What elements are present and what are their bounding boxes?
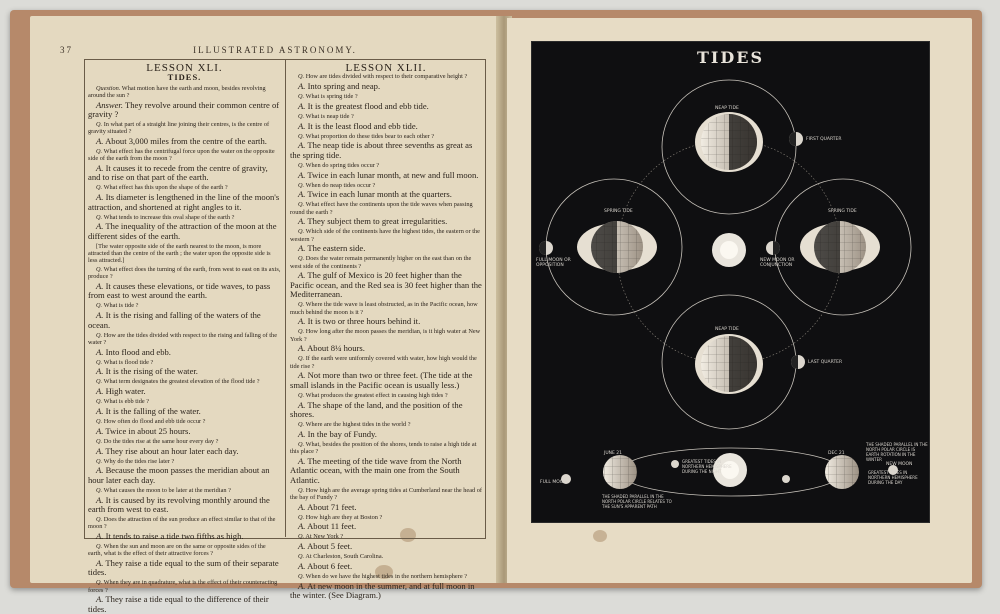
qa-label: A. xyxy=(96,425,104,436)
answer-item xyxy=(290,401,482,420)
question-item xyxy=(88,398,281,405)
qa-label: A. xyxy=(96,465,104,476)
qa-label: A. xyxy=(96,366,104,377)
moon-june-near xyxy=(671,460,679,468)
question-item xyxy=(290,355,482,369)
label-spring-left: SPRING TIDE xyxy=(604,209,633,214)
qa-label: A. xyxy=(96,281,104,292)
sun xyxy=(712,233,746,267)
question-item xyxy=(88,184,281,191)
qa-label: Q. xyxy=(96,378,103,386)
qa-text: It causes it to recede from the centre of gravity, and to rise on that part of the earth. xyxy=(88,163,268,183)
qa-text: Where are the highest tides in the world ? xyxy=(305,420,411,428)
qa-label: Q. xyxy=(298,93,305,101)
qa-text: About 6 feet. xyxy=(307,560,353,571)
qa-label: Q. xyxy=(96,213,103,221)
qa-text: Does the water remain permanently higher on the east than on the west side of the continents ? xyxy=(290,255,472,270)
qa-label: Q. xyxy=(96,437,103,445)
qa-label: Q. xyxy=(298,486,305,494)
answer-item xyxy=(290,141,482,160)
earth-june xyxy=(603,455,637,489)
answer-item xyxy=(88,427,281,436)
qa-label: A. xyxy=(96,386,104,397)
answer-item xyxy=(290,244,482,253)
qa-label: Q. xyxy=(298,513,305,521)
moon-full-left xyxy=(539,241,553,255)
qa-label: A. xyxy=(298,216,306,227)
qa-label: Q. xyxy=(96,398,103,406)
earth-neap-top xyxy=(695,112,763,172)
question-item xyxy=(88,302,281,309)
qa-label: Answer. xyxy=(96,99,123,110)
qa-text: What effect has this upon the shape of the earth ? xyxy=(103,184,228,192)
question-item xyxy=(88,516,281,530)
lesson-xlii-column xyxy=(290,62,482,601)
label-dec: DEC 21 xyxy=(828,451,845,456)
answer-item xyxy=(290,522,482,531)
answer-item xyxy=(290,371,482,390)
qa-text: Its diameter is lengthened in the line of the moon's attraction, and shortened at right angles to it. xyxy=(88,192,280,212)
label-full-moon-bottom: FULL MOON xyxy=(540,480,567,485)
answer-item xyxy=(88,496,281,515)
answer-item xyxy=(88,387,281,396)
qa-label: Question. xyxy=(96,84,121,92)
qa-text: The meeting of the tide wave from the North Atlantic ocean, with the main one from the South Atlantic. xyxy=(290,455,462,485)
qa-label: A. xyxy=(96,136,104,146)
page-number: 37 xyxy=(60,45,73,55)
qa-label: Q. xyxy=(298,112,305,120)
paper-stain xyxy=(593,530,607,542)
label-first-quarter: FIRST QUARTER xyxy=(806,137,842,142)
qa-label: A. xyxy=(298,140,306,151)
qa-text: What effect has the centrifugal force upon the water on the opposite side of the earth from the moon ? xyxy=(88,148,275,163)
question-item xyxy=(88,243,281,265)
answer-item xyxy=(290,542,482,551)
question-item xyxy=(88,148,281,162)
qa-text: What proportion do these tides bear to each other ? xyxy=(305,132,435,140)
qa-text: It is the rising of the water. xyxy=(105,366,198,377)
qa-label: Q. xyxy=(298,181,305,189)
question-item xyxy=(290,421,482,428)
qa-label: A. xyxy=(298,120,306,131)
answer-item xyxy=(88,282,281,301)
question-item xyxy=(290,113,482,120)
question-item xyxy=(290,255,482,269)
qa-label: A. xyxy=(298,541,306,552)
label-spring-right: SPRING TIDE xyxy=(828,209,857,214)
question-item xyxy=(290,487,482,501)
question-item xyxy=(88,543,281,557)
question-item xyxy=(290,93,482,100)
qa-text: It is the falling of the water. xyxy=(105,406,201,417)
qa-label: Q. xyxy=(96,457,103,465)
qa-label: Q. xyxy=(298,255,305,263)
note-right: THE SHADED PARALLEL IN THE NORTH POLAR CIRCLE IS EARTH ROTATION IN THE WINTER xyxy=(866,442,928,462)
qa-text: Twice in each lunar month at the quarters. xyxy=(307,189,452,200)
qa-text: Why do the tides rise later ? xyxy=(103,457,175,465)
question-item xyxy=(88,332,281,346)
moon-dec-near xyxy=(782,475,790,483)
answer-item xyxy=(290,171,482,180)
qa-text: High water. xyxy=(105,386,146,397)
qa-label: A. xyxy=(96,310,104,321)
question-item xyxy=(88,487,281,494)
qa-label: A. xyxy=(298,243,306,254)
qa-text: How often do flood and ebb tide occur ? xyxy=(103,418,206,426)
qa-label: A. xyxy=(298,189,306,200)
qa-label: A. xyxy=(298,169,306,180)
qa-text: At new moon in the summer, and at full moon in the winter. (See Diagram.) xyxy=(290,580,475,601)
qa-label: A. xyxy=(298,100,306,111)
qa-text: What effect have the continents upon the tide waves when passing round the earth ? xyxy=(290,201,473,216)
qa-label: A. xyxy=(96,531,104,542)
qa-text: In the bay of Fundy. xyxy=(307,428,377,439)
question-item xyxy=(88,458,281,465)
qa-label: Q. xyxy=(298,553,305,561)
lesson-xli-items xyxy=(88,85,281,614)
qa-text: What produces the greatest effect in causing high tides ? xyxy=(305,391,448,399)
qa-text: When the sun and moon are on the same or opposite sides of the earth, what is the effect of their attractive forces ? xyxy=(88,543,266,558)
answer-item xyxy=(88,311,281,330)
qa-text: What is ebb tide ? xyxy=(103,398,150,406)
question-item xyxy=(290,392,482,399)
question-item xyxy=(290,553,482,560)
question-item xyxy=(88,438,281,445)
note-left: THE SHADED PARALLEL IN THE NORTH POLAR CIRCLE RELATES TO THE SUN'S APPARENT PATH xyxy=(602,494,672,509)
answer-item xyxy=(88,164,281,183)
answer-item xyxy=(290,190,482,199)
answer-item xyxy=(88,367,281,376)
label-greatest-left: GREATEST TIDES IN NORTHERN HEMISPHERE DURING THE NIGHT xyxy=(682,459,732,474)
qa-text: Into flood and ebb. xyxy=(105,346,171,357)
lesson-xli-column xyxy=(88,62,281,614)
question-item xyxy=(290,73,482,80)
question-item xyxy=(88,378,281,385)
question-item xyxy=(290,533,482,540)
question-item xyxy=(88,85,281,99)
question-item xyxy=(290,182,482,189)
qa-text: The shape of the land, and the position of the shores. xyxy=(290,399,463,419)
answer-item xyxy=(290,271,482,299)
lesson-xli-title: LESSON XLI. xyxy=(146,62,223,74)
qa-text: Twice in about 25 hours. xyxy=(105,425,191,436)
qa-text: Which side of the continents have the highest tides, the eastern or the western ? xyxy=(290,228,480,243)
qa-text: In what part of a straight line joining their centres, is the centre of gravity situated ? xyxy=(88,121,270,136)
running-head xyxy=(60,45,490,59)
qa-text: They rise about an hour later each day. xyxy=(105,445,239,456)
question-item xyxy=(88,121,281,135)
question-item xyxy=(290,328,482,342)
qa-text: How are the tides divided with respect to the rising and falling of the water ? xyxy=(88,331,277,346)
question-item xyxy=(290,301,482,315)
qa-label: Q. xyxy=(96,266,103,274)
lesson-xlii-items xyxy=(290,73,482,600)
moon-last-quarter xyxy=(791,355,805,369)
qa-label: A. xyxy=(298,316,306,327)
qa-label: A. xyxy=(298,370,306,381)
qa-text: Into spring and neap. xyxy=(307,81,381,92)
answer-item xyxy=(88,595,281,614)
qa-label: Q. xyxy=(298,391,305,399)
qa-text: When do neap tides occur ? xyxy=(305,181,376,189)
qa-text: About 3,000 miles from the centre of the earth. xyxy=(105,136,267,146)
qa-label: A. xyxy=(298,428,306,439)
qa-text: How are tides divided with respect to their comparative height ? xyxy=(305,73,468,81)
qa-text: It tends to raise a tide two fifths as high. xyxy=(105,531,244,542)
label-neap-bottom: NEAP TIDE xyxy=(715,327,739,332)
qa-label: Q. xyxy=(96,148,103,155)
qa-label: Q. xyxy=(298,533,305,541)
question-item xyxy=(88,214,281,221)
qa-label: Q. xyxy=(298,132,305,140)
qa-text: It is two or three hours behind it. xyxy=(307,316,421,327)
qa-label: Q. xyxy=(96,358,103,366)
qa-label: A. xyxy=(96,494,104,505)
qa-text: How high are the average spring tides at Cumberland near the head of the bay of Fundy ? xyxy=(290,486,482,501)
qa-text: It is caused by its revolving monthly around the earth from west to east. xyxy=(88,494,270,515)
qa-text: About 8¼ hours. xyxy=(307,343,365,354)
question-item xyxy=(88,266,281,280)
answer-item xyxy=(88,447,281,456)
qa-text: Because the moon passes the meridian about an hour later each day. xyxy=(88,465,270,485)
qa-label: A. xyxy=(96,163,104,173)
answer-item xyxy=(88,348,281,357)
qa-label: Q. xyxy=(298,228,305,236)
answer-item xyxy=(88,222,281,241)
qa-text: What is neap tide ? xyxy=(305,112,354,120)
lesson-xlii-title: LESSON XLII. xyxy=(345,62,427,74)
qa-text: They subject them to great irregularities. xyxy=(307,216,448,227)
qa-label: Q. xyxy=(96,184,103,192)
qa-label: Q. xyxy=(96,418,103,426)
qa-text: At New York ? xyxy=(305,533,344,541)
running-title: ILLUSTRATED ASTRONOMY. xyxy=(193,45,357,55)
qa-text: What is flood tide ? xyxy=(103,358,154,366)
label-june: JUNE 21 xyxy=(604,451,622,456)
answer-item xyxy=(290,344,482,353)
qa-label: A. xyxy=(298,521,306,532)
qa-text: It causes these elevations, or tide waves, to pass from east to west around the earth. xyxy=(88,281,271,301)
answer-item xyxy=(88,532,281,541)
answer-item xyxy=(88,101,281,120)
qa-text: The eastern side. xyxy=(307,243,366,254)
qa-text: It is the rising and falling of the waters of the ocean. xyxy=(88,310,261,330)
qa-label: Q. xyxy=(298,161,305,169)
answer-item xyxy=(88,193,281,212)
earth-spring-left xyxy=(577,221,657,273)
qa-text: [The water opposite side of the earth nearest to the moon, is more attracted than the centre of the earth ; the water upon the opposite side is less attracted.] xyxy=(88,242,271,265)
answer-item xyxy=(290,457,482,485)
qa-text: The inequality of the attraction of the moon at the different sides of the earth. xyxy=(88,221,277,241)
question-item xyxy=(290,133,482,140)
qa-label: Q. xyxy=(96,579,103,587)
qa-label: Q. xyxy=(298,328,305,336)
qa-label: Q. xyxy=(298,301,305,309)
label-neap-top: NEAP TIDE xyxy=(715,106,739,111)
answer-item xyxy=(290,582,482,601)
question-item xyxy=(290,514,482,521)
qa-text: Does the attraction of the sun produce an effect similar to that of the moon ? xyxy=(88,516,276,531)
qa-label: A. xyxy=(298,270,306,281)
question-item xyxy=(88,418,281,425)
question-item xyxy=(88,579,281,593)
qa-label: A. xyxy=(298,580,306,591)
qa-text: When they are in quadrature, what is the effect of their counteracting forces ? xyxy=(88,579,278,594)
answer-item xyxy=(88,466,281,485)
question-item xyxy=(290,201,482,215)
column-rule xyxy=(285,59,286,537)
qa-label: A. xyxy=(298,455,306,466)
answer-item xyxy=(290,217,482,226)
plate-title: TIDES xyxy=(696,48,764,67)
qa-label: Q. xyxy=(298,73,305,81)
moon-first-quarter xyxy=(789,132,803,146)
qa-text: What, besides the position of the shores, tends to raise a high tide at this place ? xyxy=(290,440,477,455)
earth-spring-right xyxy=(800,221,880,273)
earth-neap-bottom xyxy=(695,334,763,394)
qa-label: Q. xyxy=(96,516,103,524)
qa-text: About 5 feet. xyxy=(307,541,353,552)
qa-label: Q. xyxy=(96,486,103,494)
qa-text: What term designates the greatest elevation of the flood tide ? xyxy=(103,378,260,386)
qa-text: They revolve around their common centre of gravity ? xyxy=(88,99,280,119)
qa-label: A. xyxy=(96,445,104,456)
qa-text: It is the greatest flood and ebb tide. xyxy=(307,100,429,111)
tides-plate xyxy=(531,41,930,523)
qa-text: What is spring tide ? xyxy=(305,93,358,101)
qa-text: At Charleston, South Carolina. xyxy=(305,553,384,561)
label-new-moon: NEW MOON OR CONJUNCTION xyxy=(760,258,795,268)
qa-label: A. xyxy=(298,560,306,571)
qa-text: The neap tide is about three sevenths as great as the spring tide. xyxy=(290,140,473,160)
earth-december xyxy=(825,455,859,489)
label-full-moon: FULL MOON OR OPPOSITION xyxy=(536,258,571,268)
qa-label: A. xyxy=(298,501,306,512)
qa-text: What motion have the earth and moon, besides revolving around the sun ? xyxy=(88,84,266,99)
answer-item xyxy=(290,562,482,571)
answer-item xyxy=(88,137,281,146)
answer-item xyxy=(88,407,281,416)
qa-text: When do spring tides occur ? xyxy=(305,161,380,169)
qa-label: Q. xyxy=(96,121,103,128)
qa-text: How high are they at Boston ? xyxy=(305,513,383,521)
qa-label: A. xyxy=(96,558,104,569)
qa-label: Q. xyxy=(298,355,305,363)
qa-text: About 71 feet. xyxy=(307,501,357,512)
qa-text: What causes the moon to be later at the meridian ? xyxy=(103,486,231,494)
qa-text: What is tide ? xyxy=(103,302,139,310)
qa-label: A. xyxy=(298,81,306,92)
qa-label: A. xyxy=(298,399,306,410)
qa-label: Q. xyxy=(298,572,305,580)
qa-label: Q. xyxy=(96,331,103,339)
qa-text: About 11 feet. xyxy=(307,521,357,532)
qa-label: Q. xyxy=(298,420,305,428)
qa-text: Twice in each lunar month, at new and full moon. xyxy=(307,169,479,180)
answer-item xyxy=(290,430,482,439)
lesson-xli-subtitle: TIDES. xyxy=(167,72,202,83)
label-last-quarter: LAST QUARTER xyxy=(808,360,843,365)
qa-text: They raise a tide equal to the difference of their tides. xyxy=(88,594,269,614)
question-item xyxy=(290,162,482,169)
question-item xyxy=(290,228,482,242)
qa-label: A. xyxy=(96,221,104,232)
label-greatest-right: GREATEST TIDES IN NORTHERN HEMISPHERE DURING THE DAY xyxy=(868,470,918,485)
qa-label: A. xyxy=(96,346,104,357)
answer-item xyxy=(88,559,281,578)
qa-text: If the earth were uniformly covered with water, how high would the tide rise ? xyxy=(290,355,477,370)
question-item xyxy=(88,359,281,366)
answer-item xyxy=(290,82,482,91)
qa-text: They raise a tide equal to the sum of their separate tides. xyxy=(88,558,279,578)
qa-label: A. xyxy=(298,343,306,354)
qa-text: Where the tide wave is least obstructed, as in the Pacific ocean, how much behind the moon is it ? xyxy=(290,301,478,316)
qa-label: Q. xyxy=(96,543,103,551)
answer-item xyxy=(290,122,482,131)
qa-label: A. xyxy=(96,192,104,203)
qa-text: How long after the moon passes the meridian, is it high water at New York ? xyxy=(290,328,481,343)
qa-label: Q. xyxy=(298,440,305,448)
qa-label: Q. xyxy=(298,201,305,209)
qa-text: What effect does the turning of the earth, from west to east on its axis, produce ? xyxy=(88,266,281,281)
question-item xyxy=(290,573,482,580)
label-new-moon-bottom: NEW MOON xyxy=(886,462,913,467)
answer-item xyxy=(290,317,482,326)
qa-text: It is the least flood and ebb tide. xyxy=(307,120,418,131)
qa-text: When do we have the highest tides in the northern hemisphere ? xyxy=(305,572,467,580)
qa-text: Do the tides rise at the same hour every day ? xyxy=(103,437,219,445)
qa-label: A. xyxy=(96,594,104,605)
qa-label: Q. xyxy=(96,302,103,310)
answer-item xyxy=(290,503,482,512)
qa-text: The gulf of Mexico is 20 feet higher than the Pacific ocean, and the Red sea is 30 feet higher than the Mediterranean. xyxy=(290,270,482,300)
qa-label: A. xyxy=(96,406,104,417)
question-item xyxy=(290,441,482,455)
moon-new-right xyxy=(766,241,780,255)
qa-text: Not more than two or three feet. (The tide at the small islands in the Pacific ocean is usually less.) xyxy=(290,370,473,390)
answer-item xyxy=(290,102,482,111)
qa-text: What tends to increase this oval shape of the earth ? xyxy=(103,213,235,221)
